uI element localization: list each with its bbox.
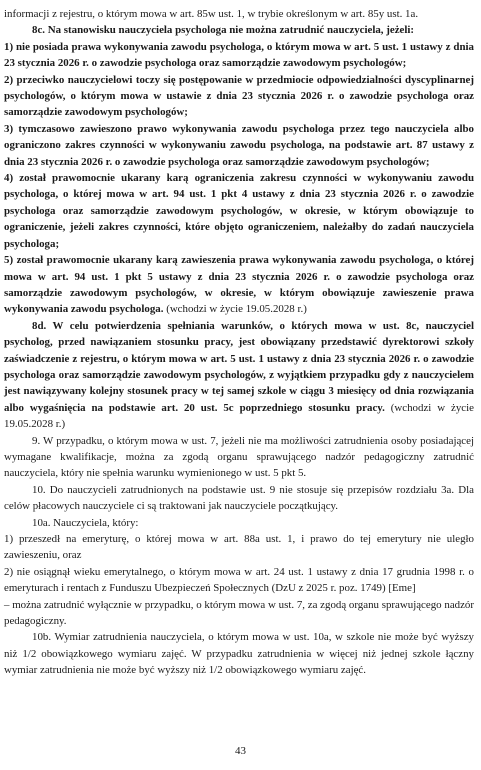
paragraph-text: 2) nie osiągnął wieku emerytalnego, o którym mowa w art. 24 ust. 1 ustawy z dnia 17 grudnia 1998 r. o emeryturach i rentach z Funduszu Ubezpieczeń Społecznych (DzU z 2025 r. poz. 1749) [Eme] [4, 565, 474, 595]
paragraph-text: 4) został prawomocnie ukarany karą ograniczenia zakresu czynności w wykonywaniu zawodu psychologa, o której mowa w art. 94 ust. 1 pkt 4 ustawy z dnia 23 stycznia 2026 r. o zawodzie psychologa oraz samorządzie zawodowym psychologów, w okresie, w którym obowiązuje to ograniczenie, jeżeli zakres czynności, które objęto ograniczeniem, należałby do zadań nauczyciela psychologa; [4, 172, 474, 250]
effective-date-note: (wchodzi w życie 19.05.2028 r.) [163, 303, 307, 316]
paragraph-text: 8c. Na stanowisku nauczyciela psychologa nie można zatrudnić nauczyciela, jeżeli: [32, 24, 415, 37]
paragraph [4, 121, 474, 170]
paragraph [4, 252, 474, 318]
paragraph-text: 1) przeszedł na emeryturę, o której mowa w art. 88a ust. 1, i prawo do tej emerytury nie uległo zawieszeniu, oraz [4, 533, 474, 562]
paragraph [4, 629, 474, 678]
page-number: 43 [235, 745, 246, 757]
effective-date-note: (wchodzi w życie 19.05.2028 r.) [4, 401, 474, 431]
paragraph [4, 515, 474, 531]
paragraph-text: 3) tymczasowo zawieszono prawo wykonywania zawodu psychologa przez tego nauczyciela albo ograniczono zakres czynności w wykonywaniu zawodu psychologa, na podstawie art. 87 ustawy z dnia 23 stycznia 2026 r. o zawodzie psychologa oraz samorządzie zawodowym psychologów; [4, 122, 474, 168]
paragraph [4, 318, 474, 433]
paragraph-text: – można zatrudnić wyłącznie w przypadku, o którym mowa w ust. 7, za zgodą organu sprawującego nadzór pedagogiczny. [4, 598, 474, 628]
paragraph [4, 39, 474, 72]
paragraph-text: informacji z rejestru, o którym mowa w art. 85w ust. 1, w trybie określonym w art. 85y ust. 1a. [4, 8, 419, 20]
paragraph-text: 5) został prawomocnie ukarany karą zawieszenia prawa wykonywania zawodu psychologa, o której mowa w art. 94 ust. 1 pkt 5 ustawy z dnia 23 stycznia 2026 r. o zawodzie psychologa oraz samorządzie zawodowym psychologów, w okresie, w którym obowiązuje zawieszenie prawa wykonywania zawodu psychologa. [4, 254, 474, 316]
paragraph-text: 2) przeciwko nauczycielowi toczy się postępowanie w przedmiocie odpowiedzialności dyscyplinarnej psychologów, o którym mowa w ustawie z dnia 23 stycznia 2026 r. o zawodzie psychologa oraz samorządzie zawodowym psychologów; [4, 73, 474, 119]
paragraph-text: 10. Do nauczycieli zatrudnionych na podstawie ust. 9 nie stosuje się przepisów rozdziału 3a. Dla celów płacowych nauczyciele ci są traktowani jak nauczyciele początkujący. [4, 483, 474, 513]
paragraph [4, 482, 474, 515]
paragraph [4, 564, 474, 597]
document-body [4, 6, 474, 679]
paragraph [4, 72, 474, 121]
paragraph-text: 10a. Nauczyciela, który: [32, 516, 139, 529]
paragraph [4, 433, 474, 482]
paragraph [4, 597, 474, 630]
paragraph-text: 10b. Wymiar zatrudnienia nauczyciela, o którym mowa w ust. 10a, w szkole nie może być wyższy niż 1/2 obowiązkowego wymiaru zajęć. W przypadku zatrudnienia w więcej niż jednej szkole łączny wymiar zatrudnienia nie może być wyższy niż 1/2 obowiązkowego wymiaru zajęć. [4, 631, 474, 677]
paragraph [4, 6, 474, 22]
paragraph [4, 170, 474, 252]
paragraph [4, 22, 474, 38]
paragraph-text: 1) nie posiada prawa wykonywania zawodu psychologa, o którym mowa w art. 5 ust. 1 ustawy z dnia 23 stycznia 2026 r. o zawodzie psychologa oraz samorządzie zawodowym psychologów; [4, 40, 474, 70]
paragraph-text: 9. W przypadku, o którym mowa w ust. 7, jeżeli nie ma możliwości zatrudnienia osoby posiadającej wymagane kwalifikacje, można za zgodą organu sprawującego nadzór pedagogiczny zatrudnić nauczyciela, który nie spełnia warunku wymienionego w ust. 5 pkt 5. [4, 434, 474, 480]
paragraph-text: 8d. W celu potwierdzenia spełniania warunków, o których mowa w ust. 8c, nauczyciel psycholog, przed nawiązaniem stosunku pracy, jest obowiązany przedstawić dyrektorowi szkoły zaświadczenie z rejestru, o którym mowa w art. 5 ust. 1 ustawy z dnia 23 stycznia 2026 r. o zawodzie psychologa oraz samorządzie zawodowym psychologów, z wyjątkiem przypadku gdy z nauczycielem jest nawiązywany kolejny stosunek pracy w tej samej szkole w ciągu 3 miesięcy od dnia rozwiązania albo wygaśnięcia na podstawie art. 20 ust. 5c poprzedniego stosunku pracy. [4, 319, 474, 414]
paragraph [4, 531, 474, 564]
